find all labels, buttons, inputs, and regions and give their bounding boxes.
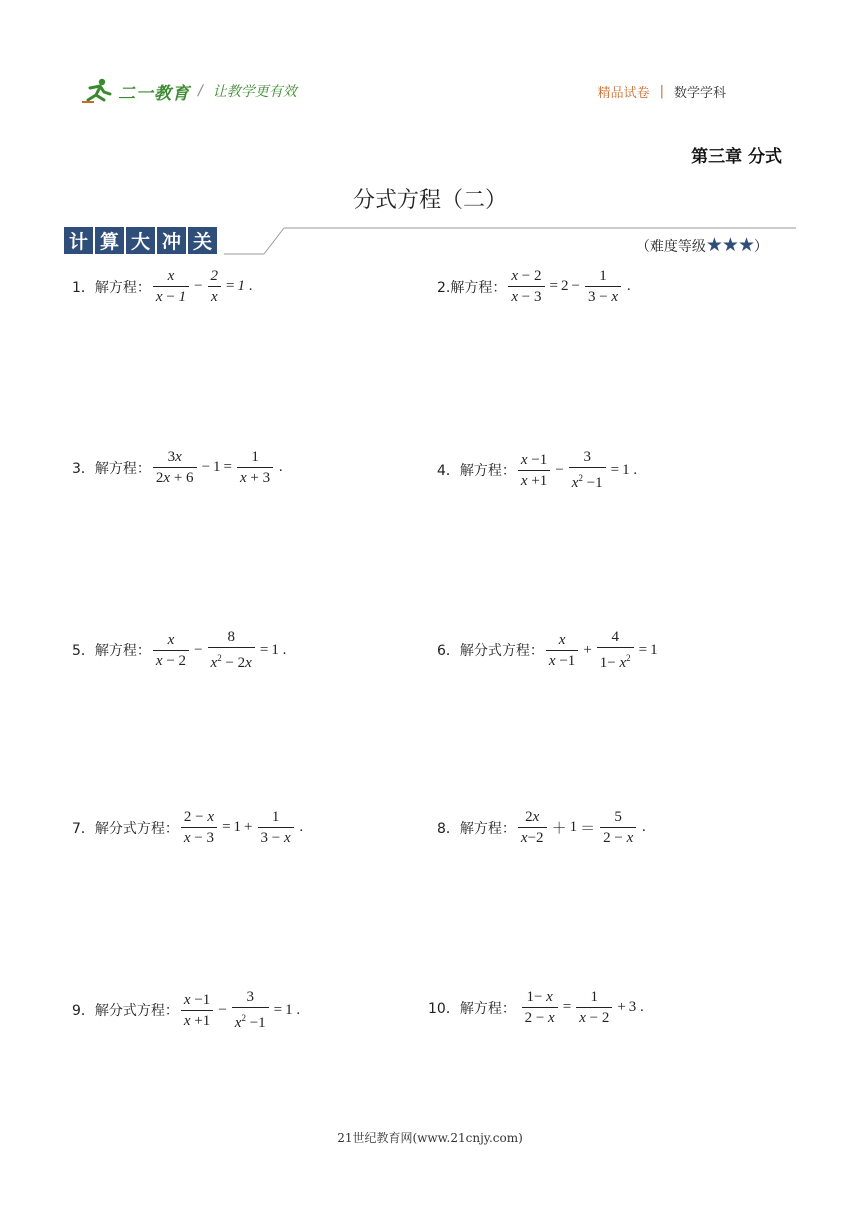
slogan: 让教学更有效 <box>212 84 297 100</box>
difficulty-level <box>636 234 768 256</box>
equation: $\frac{2x}{x-2}$ ＋ 1 ＝ $\frac{5}{2 - x}$ . <box>516 809 646 846</box>
problem-10 <box>428 989 644 1026</box>
equation: $\frac{1- x}{2 - x}$ = $\frac{1}{x - 2}$ + 3 . <box>516 989 644 1026</box>
problem-label: 7．解分式方程： <box>72 820 179 837</box>
equation: $\frac{x -1}{x +1}$ − $\frac{3}{x^2 -1}$ = 1 . <box>179 989 300 1031</box>
problem-4 <box>437 449 637 491</box>
problem-2 <box>437 268 631 305</box>
chapter-title: 第三章 分式 <box>691 147 782 167</box>
footer: 21世纪教育网(www.21cnjy.com) <box>337 1131 523 1145</box>
equation: $\frac{x -1}{x +1}$ − $\frac{3}{x^2 -1}$ = 1 . <box>516 449 637 491</box>
problem-label: 1．解方程： <box>72 279 151 296</box>
problem-3 <box>72 449 283 486</box>
star-icons: ★★★ <box>705 234 754 256</box>
tag-subject: 数学学科 <box>673 86 726 101</box>
page-title: 分式方程（二） <box>352 188 507 213</box>
problem-label: 4．解方程： <box>437 463 516 479</box>
problem-label: 9．解分式方程： <box>72 1003 179 1019</box>
problem-9 <box>72 989 300 1031</box>
difficulty-close: ） <box>754 239 768 255</box>
brand-logo <box>80 76 297 106</box>
problem-7 <box>72 809 303 846</box>
problem-label: 5．解方程： <box>72 643 151 659</box>
problem-label: 2.解方程： <box>437 279 507 296</box>
tag-separator: | <box>659 84 664 99</box>
banner-char: 冲 <box>157 227 186 254</box>
problem-label: 3．解方程： <box>72 460 151 477</box>
problem-label: 6．解分式方程： <box>437 643 544 659</box>
banner-char: 关 <box>188 227 217 254</box>
logo-text: 二一教育 <box>118 83 190 104</box>
equation: $\frac{x}{x -1}$ + $\frac{4}{1- x^2}$ = 1 <box>544 629 658 671</box>
problem-8 <box>437 809 646 846</box>
difficulty-label: （难度等级 <box>635 239 706 255</box>
runner-icon <box>80 78 114 104</box>
tag-premium: 精品试卷 <box>597 86 650 101</box>
problem-5 <box>72 629 286 671</box>
banner-char: 大 <box>126 227 155 254</box>
problem-1 <box>72 268 253 305</box>
slogan-divider: / <box>198 83 203 99</box>
problem-6 <box>437 629 658 671</box>
banner-char: 算 <box>95 227 124 254</box>
problem-label: 10．解方程： <box>428 1000 516 1017</box>
banner-char: 计 <box>64 227 93 254</box>
equation: $\frac{x - 2}{x - 3}$ = 2 − $\frac{1}{3 - x}$ . <box>506 268 630 305</box>
equation: $\frac{x}{x - 1}$ − $\frac{2}{x}$ = 1 . <box>151 268 253 305</box>
equation: $\frac{2 - x}{x - 3}$ = 1 + $\frac{1}{3 - x}$ . <box>179 809 303 846</box>
header-tags <box>598 82 726 101</box>
equation: $\frac{3x}{2x + 6}$ − 1 = $\frac{1}{x + 3}$ . <box>151 449 283 486</box>
section-banner <box>64 226 219 254</box>
problem-label: 8．解方程： <box>437 820 516 837</box>
equation: $\frac{x}{x - 2}$ − $\frac{8}{x^2 - 2x}$ = 1 . <box>151 629 286 671</box>
